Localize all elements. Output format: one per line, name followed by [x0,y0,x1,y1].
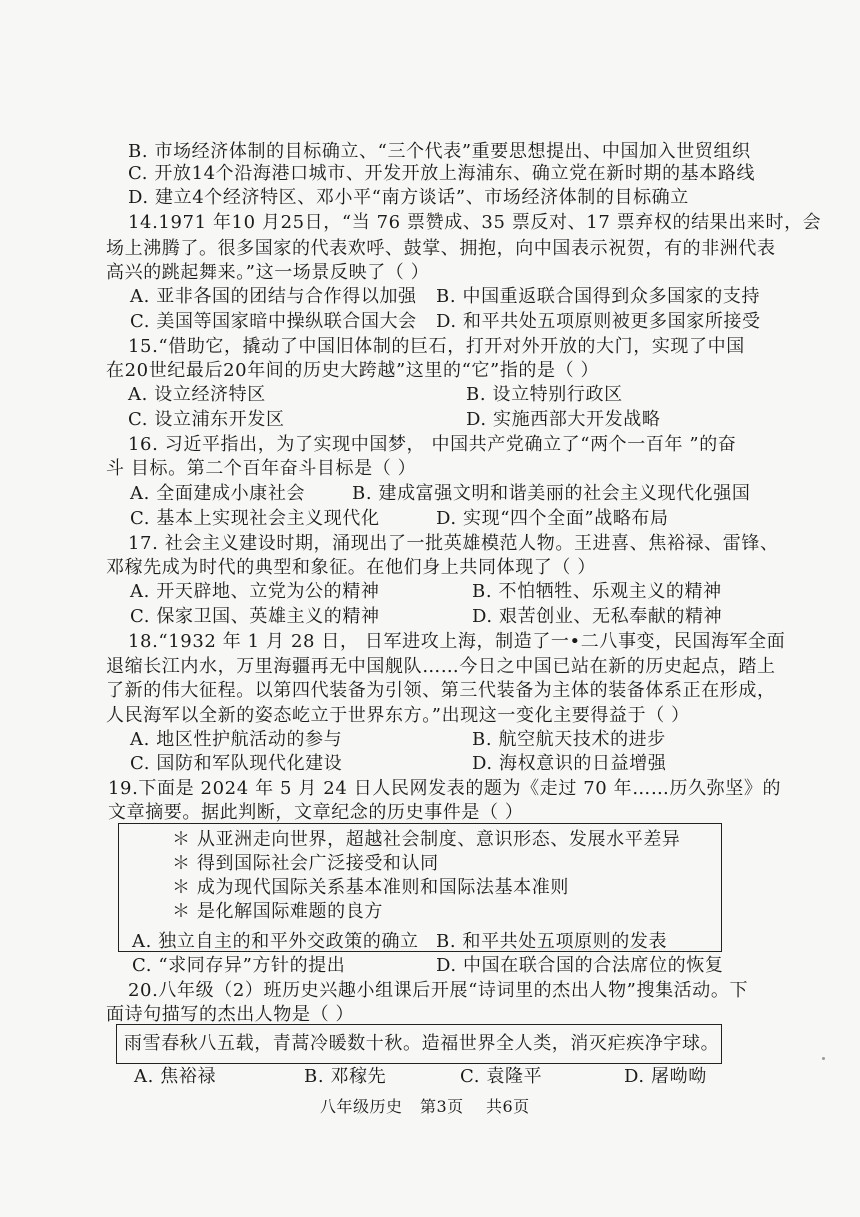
q13-option-b: B. 市场经济体制的目标确立、“三个代表”重要思想提出、中国加入世贸组织 [128,141,751,162]
q20-option-b: B. 邓稼先 [304,1066,387,1087]
q14-option-d: D. 和平共处五项原则被更多国家所接受 [436,311,761,332]
q19-option-c: C. “求同存异”方针的提出 [132,955,346,976]
q19-box-item-1: ＊ 从亚洲走向世界，超越社会制度、意识形态、发展水平差异 [172,829,681,850]
q17-option-b: B. 不怕牺牲、乐观主义的精神 [472,581,722,602]
q13-option-d: D. 建立4个经济特区、邓小平“南方谈话”、市场经济体制的目标确立 [128,187,689,208]
q19-option-b: B. 和平共处五项原则的发表 [436,931,668,952]
q19-box-item-4: ＊ 是化解国际难题的良方 [172,901,383,922]
q18-option-a: A. 地区性护航活动的参与 [130,729,343,750]
q20-option-d: D. 屠呦呦 [624,1066,707,1087]
scan-speck [822,1057,825,1060]
q14-option-c: C. 美国等国家暗中操纵联合国大会 [130,311,417,332]
q18-stem-line3: 了新的伟大征程。以第四代装备为引领、第三代装备为主体的装备体系正在形成， [106,680,776,701]
q20-stem-line2: 面诗句描写的杰出人物是（ ） [106,1004,355,1025]
q19-option-d: D. 中国在联合国的合法席位的恢复 [436,955,724,976]
q14-stem-line3: 高兴的跳起舞来。”这一场景反映了（ ） [106,262,430,283]
q18-option-d: D. 海权意识的日益增强 [472,753,667,774]
q15-option-c: C. 设立浦东开发区 [128,409,285,430]
q16-option-c: C. 基本上实现社会主义现代化 [130,508,380,529]
q18-stem-line1: 18.“1932 年 1 月 28 日， 日军进攻上海，制造了一•二八事变，民国海军全面 [128,631,786,652]
q16-stem-line2: 斗 目标。第二个百年奋斗目标是（ ） [106,458,417,479]
footer-subject: 八年级历史 [320,1097,403,1116]
q16-option-b: B. 建成富强文明和谐美丽的社会主义现代化强国 [352,483,751,504]
q17-option-d: D. 艰苦创业、无私奉献的精神 [472,606,723,627]
q18-option-c: C. 国防和军队现代化建设 [130,753,343,774]
q15-stem-line1: 15.“借助它，撬动了中国旧体制的巨石，打开对外开放的大门，实现了中国 [128,336,745,357]
q16-option-d: D. 实现“四个全面”战略布局 [436,508,669,529]
q19-stem-line1: 19.下面是 2024 年 5 月 24 日人民网发表的题为《走过 70 年……历久弥坚》的 [108,778,782,799]
footer-page-number: 第3页 [420,1097,464,1116]
q14-stem-line2: 场上沸腾了。很多国家的代表欢呼、鼓掌、拥抱，向中国表示祝贺，有的非洲代表 [106,238,776,259]
q18-stem-line2: 退缩长江内水，万里海疆再无中国舰队……今日之中国已站在新的历史起点，踏上 [106,656,776,677]
q14-stem-line1: 14.1971 年10 月25日，“当 76 票赞成、35 票反对、17 票弃权的结果出来时，会 [128,212,822,233]
q15-option-a: A. 设立经济特区 [128,384,266,405]
q17-stem-line1: 17. 社会主义建设时期，涌现出了一批英雄模范人物。王进喜、焦裕禄、雷锋、 [128,533,779,554]
q19-box-item-3: ＊ 成为现代国际关系基本准则和国际法基本准则 [172,877,569,898]
q15-option-b: B. 设立特别行政区 [466,384,623,405]
q17-option-c: C. 保家卫国、英雄主义的精神 [130,606,380,627]
q17-stem-line2: 邓稼先成为时代的典型和象征。在他们身上共同体现了（ ） [106,557,596,578]
q13-option-c: C. 开放14个沿海港口城市、开发开放上海浦东、确立党在新时期的基本路线 [128,163,756,184]
q17-option-a: A. 开天辟地、立党为公的精神 [130,581,380,602]
q18-stem-line4: 人民海军以全新的姿态屹立于世界东方。”出现这一变化主要得益于（ ） [106,705,690,726]
q20-option-a: A. 焦裕禄 [134,1066,217,1087]
q15-option-d: D. 实施西部大开发战略 [466,409,661,430]
q14-option-b: B. 中国重返联合国得到众多国家的支持 [436,286,761,307]
q16-option-a: A. 全面建成小康社会 [130,483,306,504]
q19-box-item-2: ＊ 得到国际社会广泛接受和认同 [172,853,439,874]
q15-stem-line2: 在20世纪最后20年间的历史大跨越”这里的“它”指的是（ ） [106,360,600,381]
q14-option-a: A. 亚非各国的团结与合作得以加强 [130,286,417,307]
q20-option-c: C. 袁隆平 [460,1066,543,1087]
q20-stem-line1: 20.八年级（2）班历史兴趣小组课后开展“诗词里的杰出人物”搜集活动。下 [128,980,749,1001]
footer-total-pages: 共6页 [486,1097,530,1116]
q18-option-b: B. 航空航天技术的进步 [472,729,666,750]
q19-option-a: A. 独立自主的和平外交政策的确立 [132,931,419,952]
q16-stem-line1: 16. 习近平指出，为了实现中国梦， 中国共产党确立了“两个一百年 ”的奋 [128,434,737,455]
q19-stem-line2: 文章摘要。据此判断，文章纪念的历史事件是（ ） [108,802,524,823]
q20-poem-text: 雨雪春秋八五载，青蒿冷暖数十秋。造福世界全人类，消灭疟疾净宇球。 [124,1033,720,1054]
